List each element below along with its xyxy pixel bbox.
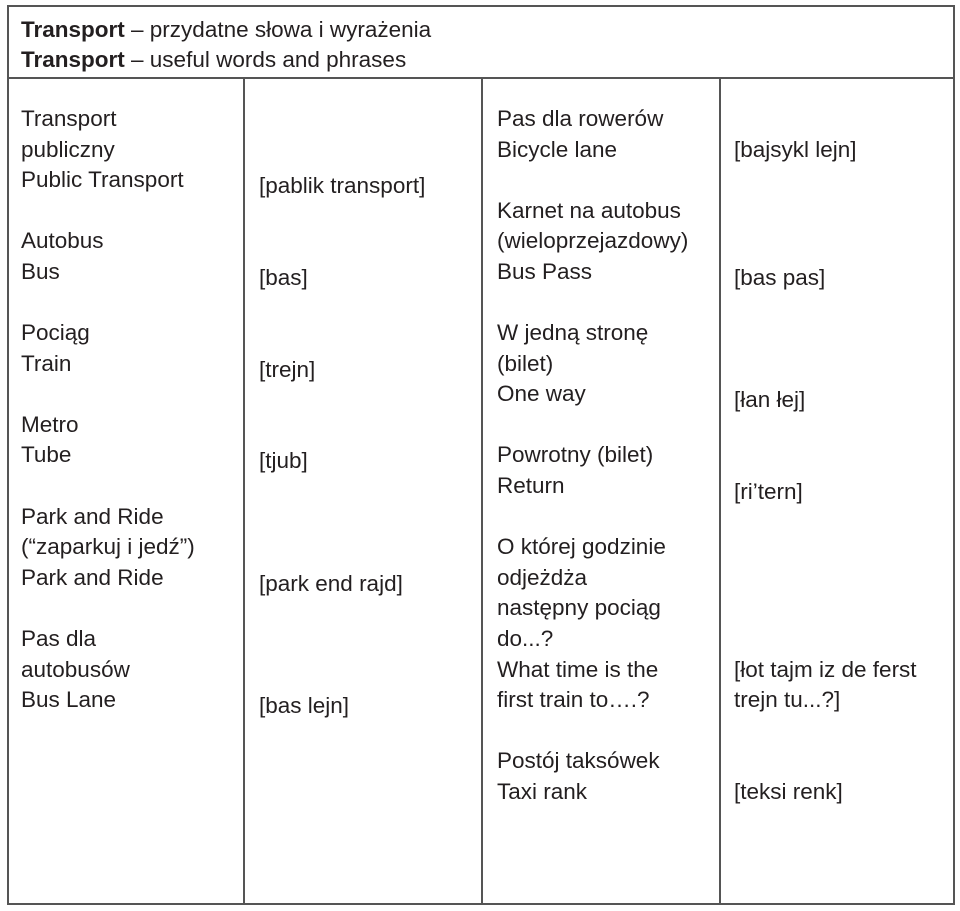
pronunciation-text: [pablik transport] (259, 173, 426, 198)
term-text: One way (497, 381, 586, 406)
pronunciation-text: [łan łej] (734, 387, 806, 412)
term-text: Metro (21, 412, 79, 437)
term-text: first train to….? (497, 687, 650, 712)
phrase-table (7, 5, 955, 905)
pronunciation-text: [trejn] (259, 357, 316, 382)
term-text: Bus Lane (21, 687, 117, 712)
column-terms-left (9, 79, 245, 903)
pronunciation-text: [bas pas] (734, 265, 826, 290)
pronunciation-text: [bas] (259, 265, 308, 290)
term-text: Karnet na autobus (497, 198, 681, 223)
term-text: Bus (21, 259, 60, 284)
term-text: Transport (21, 106, 117, 131)
title-polish-bold: Transport (21, 17, 125, 42)
term-text: Taxi rank (497, 779, 588, 804)
pronunciation-text: [bajsykl lejn] (734, 137, 857, 162)
term-text: Train (21, 351, 72, 376)
term-text: odjeżdża (497, 565, 588, 590)
term-text: Park and Ride (21, 504, 164, 529)
term-text: Public Transport (21, 167, 184, 192)
term-text: Pas dla (21, 626, 97, 651)
term-text: O której godzinie (497, 534, 666, 559)
term-text: publiczny (21, 137, 115, 162)
pronunciation-text: [tjub] (259, 448, 308, 473)
term-text: do...? (497, 626, 554, 651)
term-text: (“zaparkuj i jedź”) (21, 534, 195, 559)
title-english-bold: Transport (21, 47, 125, 72)
term-text: Bicycle lane (497, 137, 618, 162)
title-polish-rest: – przydatne słowa i wyrażenia (124, 17, 432, 42)
title-polish (21, 15, 953, 45)
term-text: Return (497, 473, 565, 498)
table-header (9, 7, 953, 79)
term-text: W jedną stronę (497, 320, 649, 345)
term-text: Pociąg (21, 320, 90, 345)
title-english (21, 45, 953, 75)
pronunciation-text: [bas lejn] (259, 693, 350, 718)
column-pronunciation-left (245, 79, 483, 903)
term-text: następny pociąg (497, 595, 661, 620)
column-pronunciation-right (721, 79, 957, 903)
term-text: What time is the (497, 657, 659, 682)
pronunciation-text: [ri’tern] (734, 479, 803, 504)
pronunciation-text: [park end rajd] (259, 571, 403, 596)
pronunciation-text: [teksi renk] (734, 779, 843, 804)
term-text: (bilet) (497, 351, 554, 376)
column-terms-right (483, 79, 721, 903)
term-text: Powrotny (bilet) (497, 442, 654, 467)
term-text: Park and Ride (21, 565, 164, 590)
term-text: Tube (21, 442, 72, 467)
term-text: Postój taksówek (497, 748, 660, 773)
pronunciation-text: [łot tajm iz de ferst (734, 657, 917, 682)
term-text: autobusów (21, 657, 130, 682)
pronunciation-text: trejn tu...?] (734, 687, 841, 712)
term-text: Pas dla rowerów (497, 106, 664, 131)
title-english-rest: – useful words and phrases (124, 47, 407, 72)
term-text: Bus Pass (497, 259, 593, 284)
term-text: Autobus (21, 228, 104, 253)
term-text: (wieloprzejazdowy) (497, 228, 689, 253)
